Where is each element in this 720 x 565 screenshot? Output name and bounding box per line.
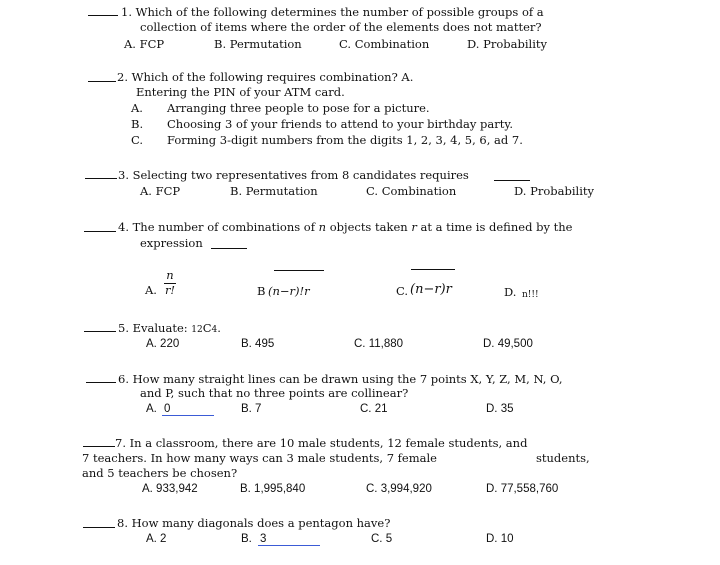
question-7-choice-d: D. 77,558,760 [486, 483, 559, 495]
question-4-choice-b-letter: B [257, 284, 266, 298]
question-6-line-1: 6. How many straight lines can be drawn using the 7 points X, Y, Z, M, N, O, [118, 372, 563, 386]
answer-blank-3-inline[interactable] [494, 180, 530, 181]
question-1-choice-c: C. Combination [339, 37, 430, 51]
question-4-var-n: n [318, 220, 327, 234]
question-4-choice-d-letter: D. [504, 285, 517, 299]
question-7-line-2-left: 7 teachers. In how many ways can 3 male students, 7 female [82, 451, 437, 465]
question-4-choice-c-expression: (n−r)r [410, 282, 452, 297]
question-3-choice-c: C. Combination [366, 184, 457, 198]
question-3-choice-a: A. FCP [140, 184, 181, 198]
question-8-choice-b: B. [241, 533, 252, 545]
question-8-choice-c: C. 5 [371, 533, 393, 545]
question-4-choice-c-overline [411, 269, 455, 270]
question-2-choice-a-text: Arranging three people to pose for a picture. [167, 101, 430, 115]
question-4-line-2: expression [140, 236, 203, 250]
question-7-line-2-right: students, [536, 451, 590, 465]
question-8-choice-d: D. 10 [486, 533, 514, 545]
question-3-line-1: 3. Selecting two representatives from 8 candidates requires [118, 168, 469, 182]
question-4-choice-a-letter: A. [145, 283, 157, 297]
question-6-choice-d: D. 35 [486, 403, 514, 415]
question-5-subscript-r: 4 [211, 325, 218, 335]
question-6-answer-fill: 0 [164, 403, 171, 415]
question-7-choice-c: C. 3,994,920 [366, 483, 432, 495]
question-4-text-mid: objects taken [326, 220, 412, 234]
question-2-line-1: 2. Which of the following requires combination? A. [117, 70, 414, 84]
question-4-text-post: at a time is defined by the [416, 220, 573, 234]
answer-blank-7[interactable] [83, 446, 115, 447]
question-1-choice-d: D. Probability [467, 37, 548, 51]
question-5-c-letter: C [202, 321, 212, 335]
question-6-line-2: and P, such that no three points are collinear? [140, 386, 409, 400]
question-4-choice-b-overline [274, 270, 324, 271]
question-4-line-1 [118, 220, 572, 234]
question-2-choice-b-letter: B. [131, 117, 144, 131]
question-6-choice-b: B. 7 [241, 403, 262, 415]
answer-blank-5[interactable] [84, 331, 116, 332]
question-2-choice-c-letter: C. [131, 133, 144, 147]
question-4-choice-d-expression: n!!! [522, 290, 539, 300]
answer-blank-2[interactable] [88, 81, 116, 82]
question-5-choice-a: A. 220 [146, 338, 180, 350]
question-7-line-1: 7. In a classroom, there are 10 male students, 12 female students, and [115, 436, 528, 450]
question-7-line-3: and 5 teachers be chosen? [82, 466, 238, 480]
question-5-line-1 [118, 321, 221, 337]
question-5-choice-d: D. 49,500 [483, 338, 533, 350]
question-2-choice-a-letter: A. [131, 101, 143, 115]
question-1-choice-b: B. Permutation [214, 37, 302, 51]
question-1-choice-a: A. FCP [124, 37, 165, 51]
question-4-choice-b-expression: (n−r)!r [268, 284, 310, 298]
question-6-choice-c: C. 21 [360, 403, 388, 415]
question-8-answer-line[interactable] [258, 545, 320, 546]
question-5-tail: . [217, 321, 221, 335]
question-3-choice-b: B. Permutation [230, 184, 318, 198]
question-4-choice-c-letter: C. [396, 284, 409, 298]
answer-blank-4[interactable] [84, 231, 116, 232]
question-4-var-r: r [411, 220, 417, 234]
question-3-choice-d: D. Probability [514, 184, 595, 198]
question-5-text: 5. Evaluate: [118, 321, 192, 335]
question-7-choice-b: B. 1,995,840 [240, 483, 306, 495]
question-4-choice-a-denominator: r! [164, 283, 176, 297]
answer-blank-3[interactable] [85, 178, 117, 179]
question-2-choice-b-text: Choosing 3 of your friends to attend to your birthday party. [167, 117, 514, 131]
question-1-line-2: collection of items where the order of the elements does not matter? [140, 20, 542, 34]
question-5-choice-c: C. 11,880 [354, 338, 404, 350]
question-4-choice-a-numerator: n [166, 268, 174, 282]
question-5-choice-b: B. 495 [241, 338, 275, 350]
question-5-subscript-n: 12 [191, 325, 203, 335]
question-2-line-2: Entering the PIN of your ATM card. [136, 85, 345, 99]
question-8-line-1: 8. How many diagonals does a pentagon have? [117, 516, 391, 530]
answer-blank-6[interactable] [86, 382, 116, 383]
question-6-choice-a: A. [146, 403, 157, 415]
question-6-answer-line[interactable] [162, 415, 214, 416]
answer-blank-4-inline[interactable] [211, 248, 247, 249]
question-2-choice-c-text: Forming 3-digit numbers from the digits 1, 2, 3, 4, 5, 6, ad 7. [167, 133, 523, 147]
answer-blank-8[interactable] [83, 527, 115, 528]
question-8-answer-fill: 3 [260, 533, 267, 545]
question-7-choice-a: A. 933,942 [142, 483, 198, 495]
question-4-text-pre: 4. The number of combinations of [118, 220, 319, 234]
question-8-choice-a: A. 2 [146, 533, 167, 545]
question-1-line-1: 1. Which of the following determines the number of possible groups of a [121, 5, 544, 19]
answer-blank-1[interactable] [88, 15, 118, 16]
